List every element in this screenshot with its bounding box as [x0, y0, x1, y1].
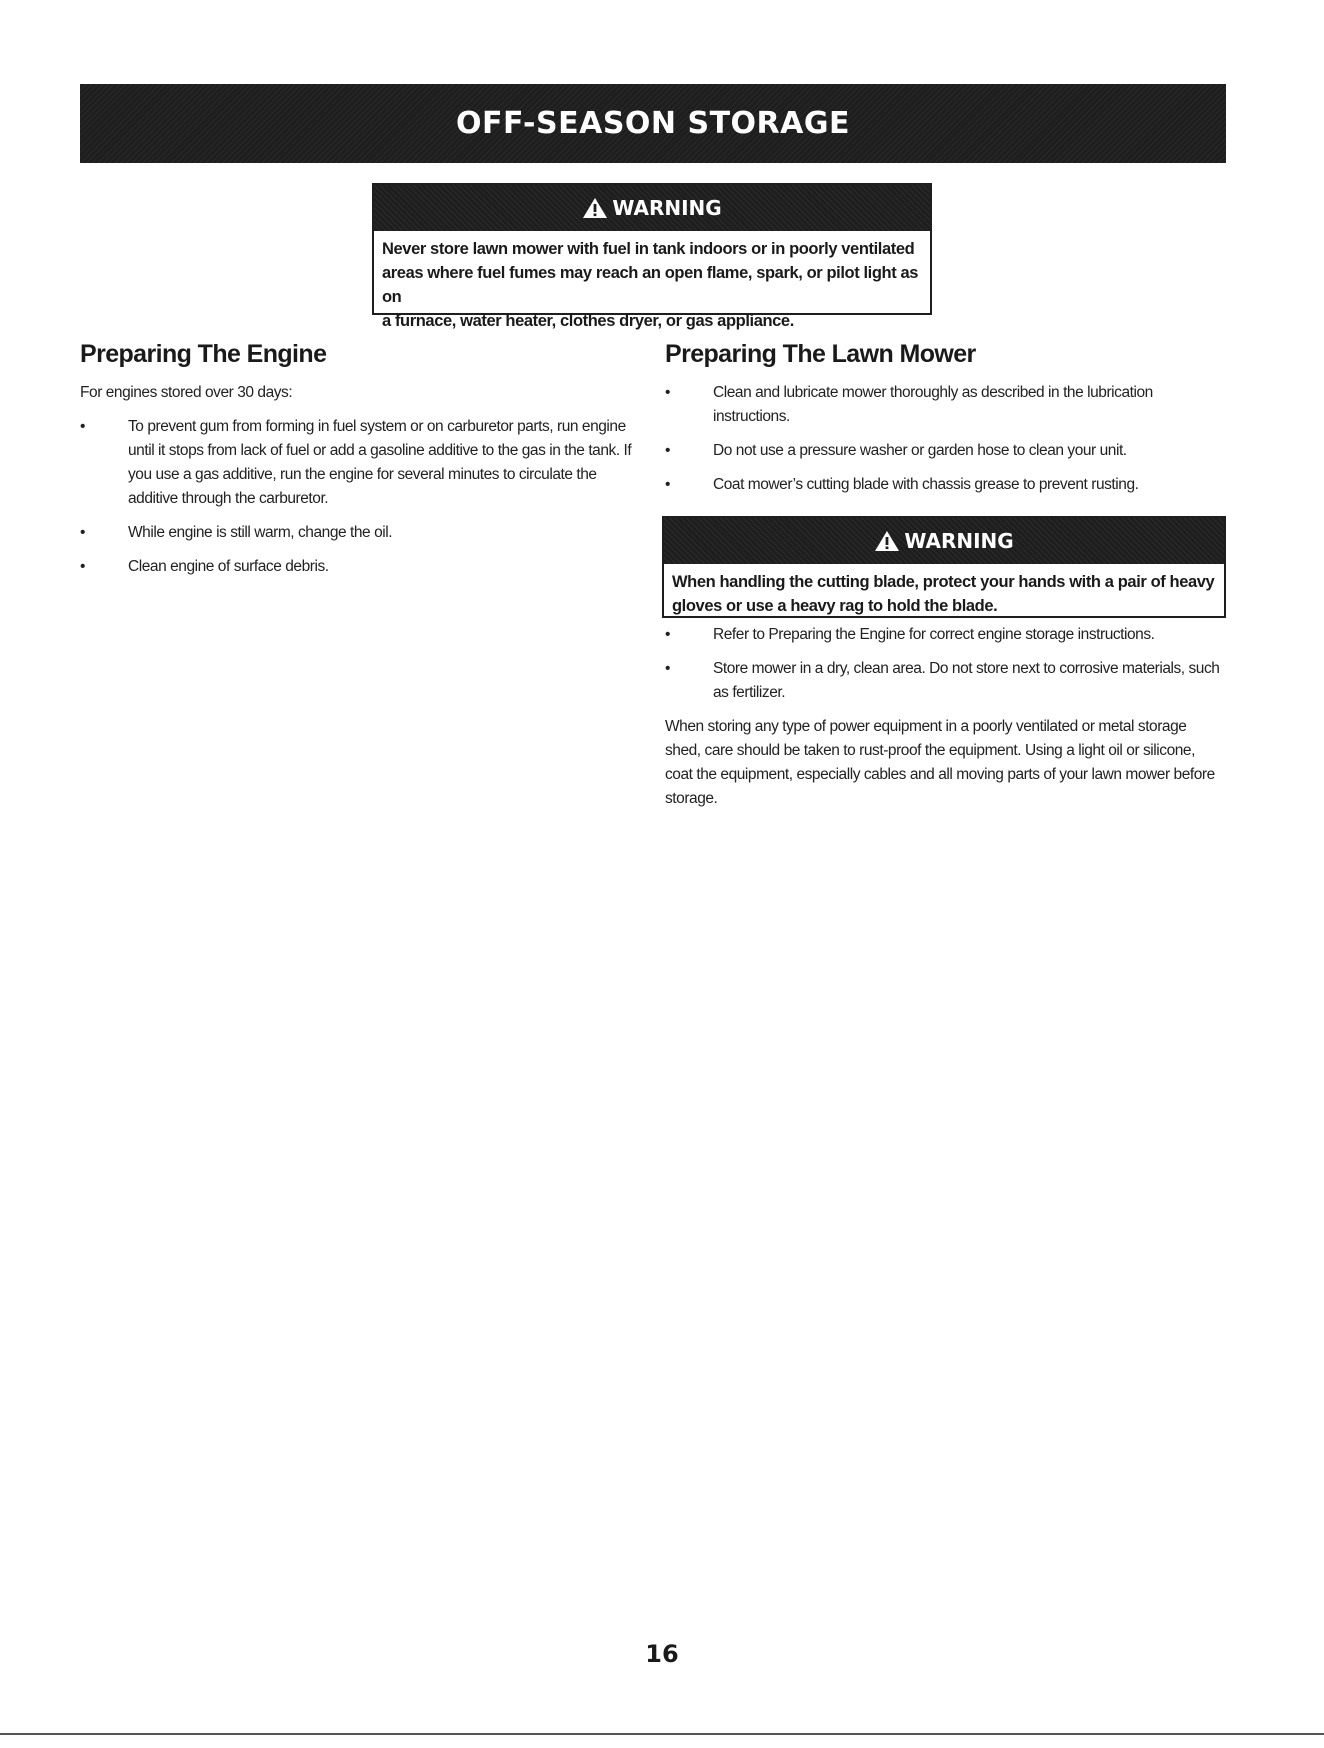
warning-line: gloves or use a heavy rag to hold the blade. [672, 597, 998, 615]
list-item-text: Store mower in a dry, clean area. Do not store next to corrosive materials, such as fertilizer. [713, 660, 1220, 701]
list-item [665, 381, 1225, 429]
mower-section [665, 340, 1225, 507]
warning-line: Never store lawn mower with fuel in tank indoors or in poorly ventilated [382, 240, 915, 258]
mower-list-after [665, 623, 1225, 705]
list-item-text: Refer to Preparing the Engine for correct engine storage instructions. [713, 626, 1155, 643]
warning-header [374, 185, 930, 231]
list-item-text: To prevent gum from forming in fuel system or on carburetor parts, run engine until it stops from lack of fuel or add a gasoline additive to the gas in the tank. If you use a gas additive, run the engine for several minutes to circulate the additive through the carburetor. [128, 418, 632, 507]
bullet: • [665, 660, 670, 677]
list-item [80, 415, 640, 511]
bullet: • [80, 524, 85, 541]
warning-line: areas where fuel fumes may reach an open flame, spark, or pilot light as on [382, 264, 919, 306]
bullet: • [80, 558, 85, 575]
warning-triangle-icon [582, 197, 608, 219]
list-item [665, 623, 1225, 647]
bullet: • [665, 626, 670, 643]
engine-heading: Preparing The Engine [80, 340, 327, 368]
list-item [665, 439, 1225, 463]
mower-list-before [665, 381, 1225, 497]
mower-section-continued [665, 623, 1225, 821]
warning-box-fuel [372, 183, 932, 330]
section-banner [80, 84, 1226, 163]
mower-heading: Preparing The Lawn Mower [665, 340, 976, 368]
list-item-text: Coat mower’s cutting blade with chassis grease to prevent rusting. [713, 476, 1139, 493]
bullet: • [665, 384, 670, 401]
page-title: OFF-SEASON STORAGE [455, 106, 850, 141]
list-item-text: Clean and lubricate mower thoroughly as described in the lubrication instructions. [713, 384, 1153, 425]
list-item [665, 657, 1225, 705]
bottom-rule [0, 1733, 1324, 1735]
bullet: • [80, 418, 85, 435]
engine-list [80, 415, 640, 579]
bullet: • [665, 442, 670, 459]
list-item [80, 555, 640, 579]
list-item [665, 473, 1225, 497]
warning-header [664, 518, 1224, 564]
warning-text [664, 564, 1224, 618]
list-item-text: Do not use a pressure washer or garden hose to clean your unit. [713, 442, 1127, 459]
bullet: • [665, 476, 670, 493]
list-item [80, 521, 640, 545]
list-item-text: Clean engine of surface debris. [128, 558, 329, 575]
engine-intro: For engines stored over 30 days: [80, 384, 293, 401]
storage-closing-paragraph: When storing any type of power equipment in a poorly ventilated or metal storage shed, care should be taken to rust-proof the equipment. Using a light oil or silicone, coat the equipment, especially cables and all moving parts of your lawn mower before storage. [665, 718, 1215, 807]
warning-line: When handling the cutting blade, protect your hands with a pair of heavy [672, 573, 1215, 591]
engine-section [80, 340, 640, 589]
page-number: 16 [645, 1640, 679, 1668]
warning-box-blade [662, 516, 1226, 618]
warning-label: WARNING [904, 529, 1014, 553]
list-item-text: While engine is still warm, change the oil. [128, 524, 393, 541]
warning-line: a furnace, water heater, clothes dryer, or gas appliance. [382, 312, 794, 330]
warning-label: WARNING [612, 196, 722, 220]
warning-text [374, 231, 930, 333]
warning-triangle-icon [874, 530, 900, 552]
